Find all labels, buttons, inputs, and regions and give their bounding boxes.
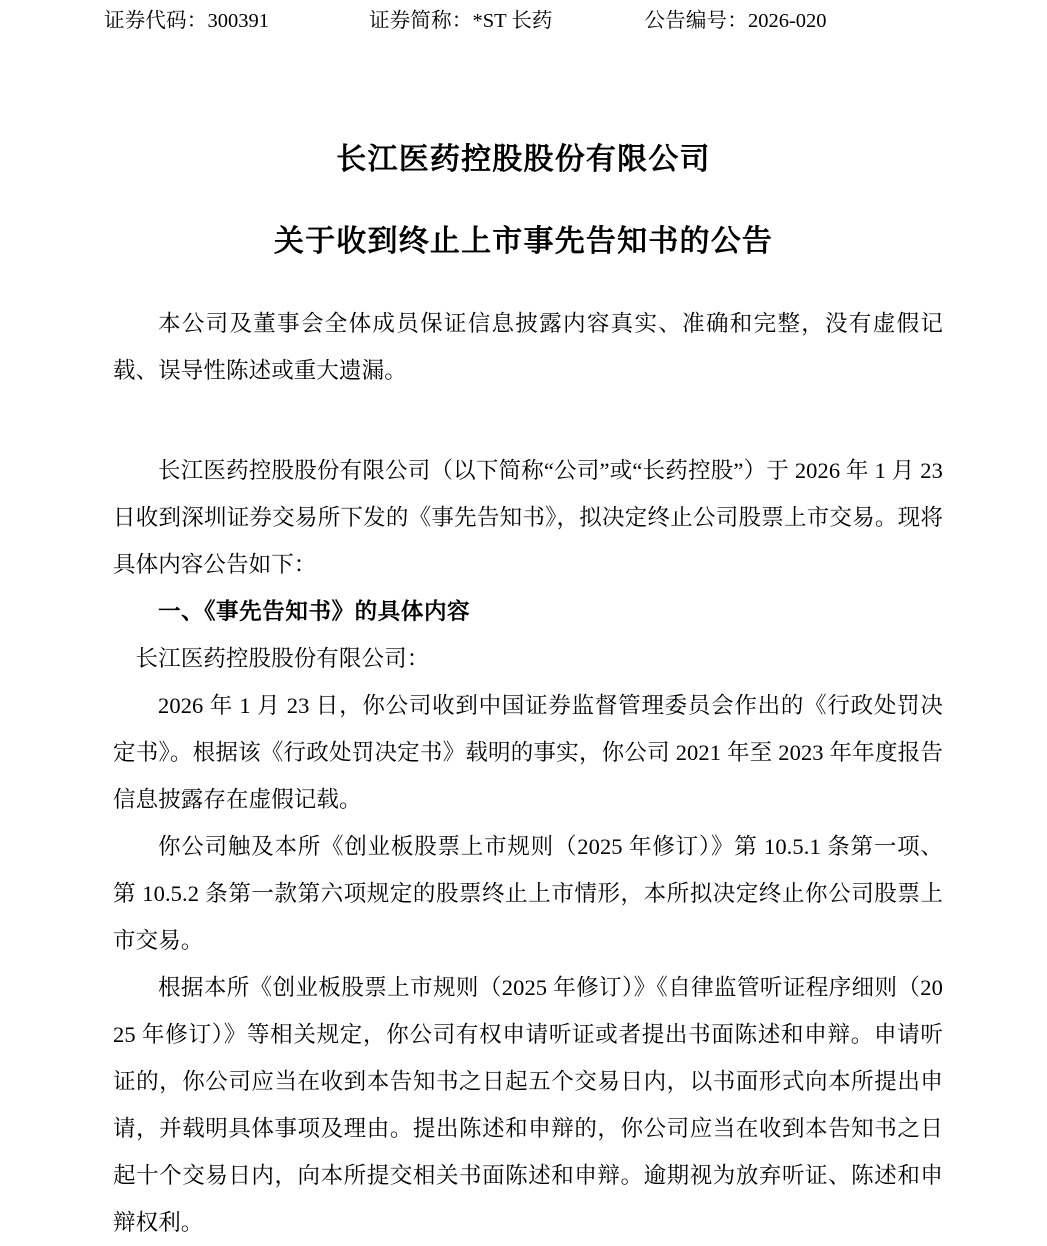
company-name-title: 长江医药控股股份有限公司 bbox=[336, 143, 711, 176]
security-abbreviation-field bbox=[369, 6, 552, 36]
body-paragraph-3: 根据本所《创业板股票上市规则（2025 年修订）》《自律监管听证程序细则（2025 年修订）》等相关规定，你公司有权申请听证或者提出书面陈述和申辩。申请听证的，你公司应当在收到本告知书之日起五个交易日内，以书面形式向本所提出申请，并载明具体事项及理由。提出陈述和申辩的，你公司应当在收到本告知书之日起十个交易日内，向本所提交相关书面陈述和申辩。逾期视为放弃听证、陈述和申辩权利。 bbox=[113, 975, 943, 1235]
section-heading-1: 一、《事先告知书》的具体内容 bbox=[158, 599, 471, 624]
security-code-field bbox=[104, 6, 269, 36]
announcement-subject-title: 关于收到终止上市事先告知书的公告 bbox=[273, 225, 774, 258]
notice-number-value: 2026-020 bbox=[747, 10, 827, 32]
security-code-value: 300391 bbox=[207, 10, 269, 32]
security-abbreviation-label: 证券简称： bbox=[369, 10, 473, 32]
body-paragraph-1: 2026 年 1 月 23 日，你公司收到中国证券监督管理委员会作出的《行政处罚决定书》。根据该《行政处罚决定书》载明的事实，你公司 2021 年至 2023 年年度报告信息披露存在虚假记载。 bbox=[113, 693, 943, 812]
document-body bbox=[113, 300, 943, 1246]
security-abbreviation-value: *ST 长药 bbox=[472, 10, 553, 32]
intro-paragraph: 长江医药控股股份有限公司（以下简称“公司”或“长药控股”）于 2026 年 1 月 23 日收到深圳证券交易所下发的《事先告知书》，拟决定终止公司股票上市交易。现将具体内容公告如下： bbox=[113, 458, 943, 577]
title-block bbox=[0, 138, 1047, 264]
notice-number-label: 公告编号： bbox=[644, 10, 748, 32]
addressee-line: 长江医药控股股份有限公司： bbox=[135, 646, 430, 671]
disclaimer-paragraph: 本公司及董事会全体成员保证信息披露内容真实、准确和完整，没有虚假记载、误导性陈述或重大遗漏。 bbox=[113, 311, 943, 383]
notice-number-field bbox=[644, 6, 826, 36]
body-paragraph-2: 你公司触及本所《创业板股票上市规则（2025 年修订）》第 10.5.1 条第一项、第 10.5.2 条第一款第六项规定的股票终止上市情形，本所拟决定终止你公司股票上市交易。 bbox=[113, 834, 943, 953]
security-code-label: 证券代码： bbox=[104, 10, 208, 32]
document-running-header bbox=[104, 6, 944, 36]
paragraph-spacer bbox=[113, 394, 943, 447]
